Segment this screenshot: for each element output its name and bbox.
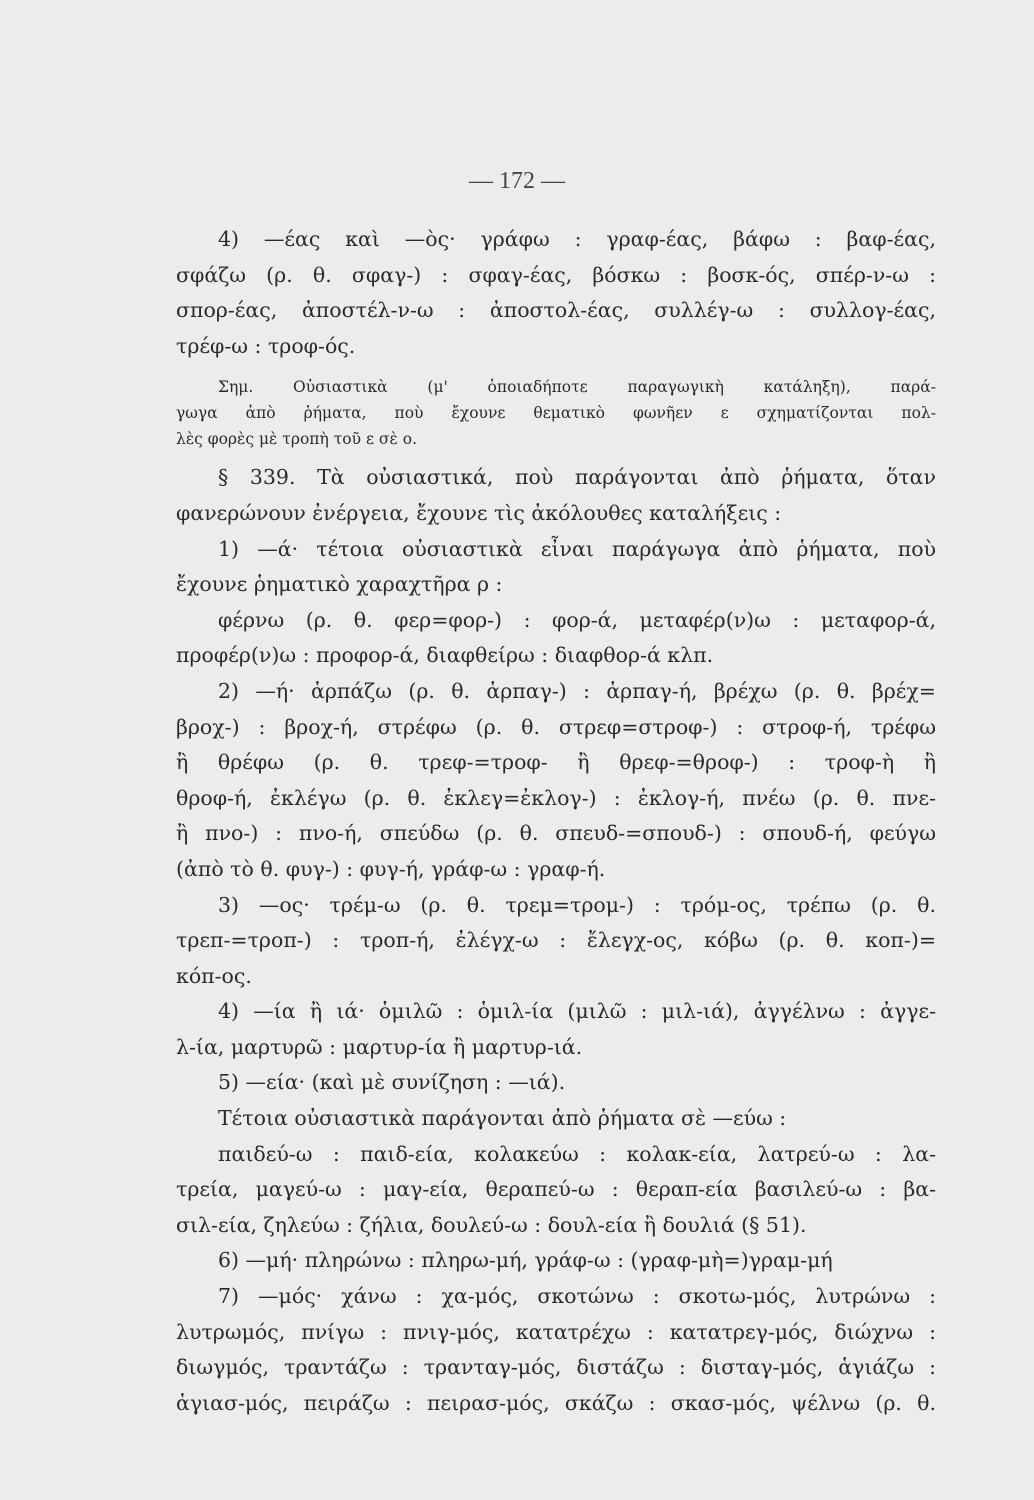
text-line: προφέρ(ν)ω : προφορ-ά, διαφθείρω : διαφθορ-ά κλπ. xyxy=(176,643,714,668)
text-line: θροφ-ή, ἐκλέγω (ρ. θ. ἐκλεγ=ἐκλογ-) : ἐκλογ-ή, πνέω (ρ. θ. πνε- xyxy=(176,785,936,810)
text-line: τρεπ-=τροπ-) : τροπ-ή, ἐλέγχ-ω : ἔλεγχ-ος, κόβω (ρ. θ. κοπ-)= xyxy=(176,928,936,953)
text-line: φανερώνουν ἐνέργεια, ἔχουνε τὶς ἀκόλουθες καταλήξεις : xyxy=(176,500,782,525)
text-line: λυτρωμός, πνίγω : πνιγ-μός, κατατρέχω : κατατρεγ-μός, διώχνω : xyxy=(176,1319,936,1344)
text-line: λ-ία, μαρτυρῶ : μαρτυρ-ία ἢ μαρτυρ-ιά. xyxy=(176,1034,583,1059)
text-line: ἢ θρέφω (ρ. θ. τρεφ-=τροφ- ἢ θρεφ-=θροφ-) : τροφ-ὴ ἢ xyxy=(176,750,936,775)
text-line: φέρνω (ρ. θ. φερ=φορ-) : φορ-ά, μεταφέρ(ν)ω : μεταφορ-ά, xyxy=(218,607,936,632)
note-line: Σημ. Οὐσιαστικὰ (μ' ὁποιαδήποτε παραγωγικὴ κατάληξη), παρά- xyxy=(218,378,936,397)
text-line: 1) —ά· τέτοια οὐσιαστικὰ εἶναι παράγωγα ἀπὸ ῥήματα, ποὺ xyxy=(218,536,936,561)
text-line: κόπ-ος. xyxy=(176,963,252,988)
text-line: 3) —ος· τρέμ-ω (ρ. θ. τρεμ=τρομ-) : τρόμ-ος, τρέπω (ρ. θ. xyxy=(218,892,936,917)
text-line: 5) —εία· (καὶ μὲ συνίζηση : —ιά). xyxy=(218,1070,566,1095)
text-line: ἔχουνε ῥηματικὸ χαραχτῆρα ρ : xyxy=(176,572,503,597)
text-line: τρέφ-ω : τροφ-ός. xyxy=(176,333,356,358)
text-line: διωγμός, τραντάζω : τρανταγ-μός, διστάζω : δισταγ-μός, ἁγιάζω : xyxy=(176,1355,936,1380)
text-line: 6) —μή· πληρώνω : πληρω-μή, γράφ-ω : (γραφ-μὴ=)γραμ-μή xyxy=(218,1248,833,1273)
note-line: λὲς φορὲς μὲ τροπὴ τοῦ ε σὲ ο. xyxy=(176,430,418,449)
text-line: 2) —ή· ἁρπάζω (ρ. θ. ἁρπαγ-) : ἁρπαγ-ή, βρέχω (ρ. θ. βρέχ= xyxy=(218,678,936,703)
text-line: παιδεύ-ω : παιδ-εία, κολακεύω : κολακ-εία, λατρεύ-ω : λα- xyxy=(218,1141,936,1166)
text-line: (ἀπὸ τὸ θ. φυγ-) : φυγ-ή, γράφ-ω : γραφ-ή. xyxy=(176,856,606,881)
text-line: 4) —ία ἢ ιά· ὁμιλῶ : ὁμιλ-ία (μιλῶ : μιλ-ιά), ἀγγέλνω : ἀγγε- xyxy=(218,999,936,1024)
note-line: γωγα ἀπὸ ῥήματα, ποὺ ἔχουνε θεματικὸ φωνῆεν ε σχηματίζονται πολ- xyxy=(176,404,936,423)
text-line: Τέτοια οὐσιαστικὰ παράγονται ἀπὸ ῥήματα σὲ —εύω : xyxy=(218,1106,787,1131)
text-line: τρεία, μαγεύ-ω : μαγ-εία, θεραπεύ-ω : θεραπ-εία βασιλεύ-ω : βα- xyxy=(176,1177,936,1202)
text-line: 7) —μός· χάνω : χα-μός, σκοτώνω : σκοτω-μός, λυτρώνω : xyxy=(218,1284,936,1309)
text-line: ἁγιασ-μός, πειράζω : πειρασ-μός, σκάζω : σκασ-μός, ψέλνω (ρ. θ. xyxy=(176,1390,936,1415)
text-line: σφάζω (ρ. θ. σφαγ-) : σφαγ-έας, βόσκω : βοσκ-ός, σπέρ-ν-ω : xyxy=(176,262,936,287)
text-line: σπορ-έας, ἀποστέλ-ν-ω : ἀποστολ-έας, συλλέγ-ω : συλλογ-έας, xyxy=(176,298,936,323)
text-line: σιλ-εία, ζηλεύω : ζήλια, δουλεύ-ω : δουλ-εία ἢ δουλιά (§ 51). xyxy=(176,1212,807,1237)
section-heading-line: § 339. Τὰ οὐσιαστικά, ποὺ παράγονται ἀπὸ ῥήματα, ὅταν xyxy=(218,465,936,490)
page-number: — 172 — xyxy=(469,168,565,194)
text-line: ἢ πνο-) : πνο-ή, σπεύδω (ρ. θ. σπευδ-=σπουδ-) : σπουδ-ή, φεύγω xyxy=(176,821,936,846)
body-text xyxy=(176,222,936,1421)
text-line: 4) —έας καὶ —ὸς· γράφω : γραφ-έας, βάφω : βαφ-έας, xyxy=(218,227,936,251)
text-line: βροχ-) : βροχ-ή, στρέφω (ρ. θ. στρεφ=στροφ-) : στροφ-ή, τρέφω xyxy=(176,714,936,739)
